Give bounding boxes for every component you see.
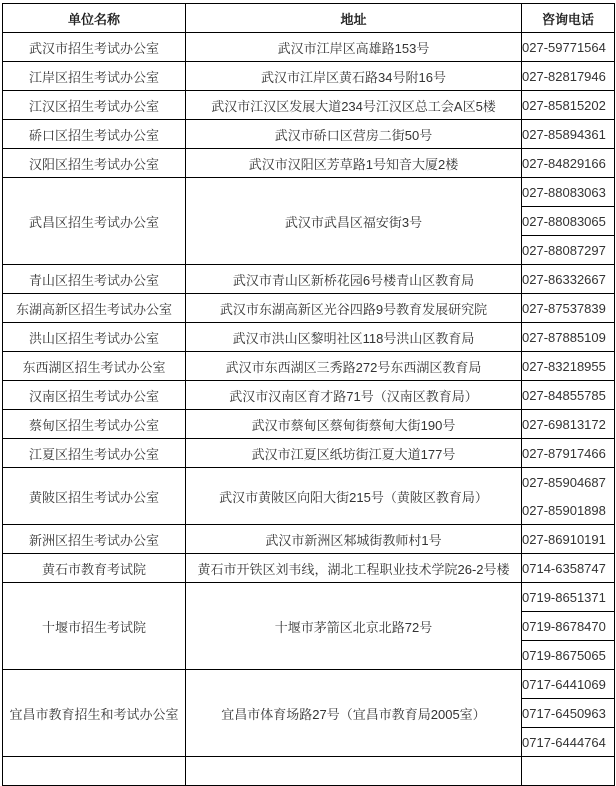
office-address: 武汉市硚口区营房二街50号	[186, 120, 522, 149]
table-row	[3, 554, 615, 583]
office-phone: 027-84855785	[522, 381, 615, 410]
office-address: 武汉市武昌区福安街3号	[186, 178, 522, 265]
office-address: 武汉市黄陂区向阳大街215号（黄陂区教育局）	[186, 468, 522, 525]
office-name: 洪山区招生考试办公室	[3, 323, 186, 352]
office-name: 东西湖区招生考试办公室	[3, 352, 186, 381]
table-row	[3, 91, 615, 120]
office-address: 武汉市汉南区育才路71号（汉南区教育局）	[186, 381, 522, 410]
office-name: 蔡甸区招生考试办公室	[3, 410, 186, 439]
table-header-row	[3, 4, 615, 33]
table-row	[3, 265, 615, 294]
header-address: 地址	[186, 4, 522, 33]
office-address: 十堰市茅箭区北京北路72号	[186, 583, 522, 670]
office-phone: 027-87885109	[522, 323, 615, 352]
office-name: 十堰市招生考试院	[3, 583, 186, 670]
table-row	[3, 120, 615, 149]
office-phone: 027-87537839	[522, 294, 615, 323]
office-phone: 027-86332667	[522, 265, 615, 294]
header-name: 单位名称	[3, 4, 186, 33]
table-body	[3, 33, 615, 786]
office-address: 武汉市东西湖区三秀路272号东西湖区教育局	[186, 352, 522, 381]
exam-office-contact-table	[2, 3, 615, 786]
table-row	[3, 439, 615, 468]
table-row	[3, 149, 615, 178]
empty-cell	[186, 757, 522, 786]
office-address: 武汉市汉阳区芳草路1号知音大厦2楼	[186, 149, 522, 178]
office-address: 武汉市江岸区高雄路153号	[186, 33, 522, 62]
office-phone: 027-88083065	[522, 207, 615, 236]
empty-cell	[522, 757, 615, 786]
office-name: 硚口区招生考试办公室	[3, 120, 186, 149]
office-phone: 027-85815202	[522, 91, 615, 120]
office-address: 黄石市开铁区刘韦线，湖北工程职业技术学院26-2号楼	[186, 554, 522, 583]
office-phone: 0717-6444764	[522, 728, 615, 757]
office-name: 江岸区招生考试办公室	[3, 62, 186, 91]
table-row	[3, 525, 615, 554]
office-phone: 027-84829166	[522, 149, 615, 178]
empty-cell	[3, 757, 186, 786]
office-phone: 027-83218955	[522, 352, 615, 381]
table-row	[3, 670, 615, 699]
office-phone: 027-59771564	[522, 33, 615, 62]
table-row	[3, 62, 615, 91]
table-row	[3, 352, 615, 381]
table-row	[3, 468, 615, 497]
office-name: 黄石市教育考试院	[3, 554, 186, 583]
office-phone: 027-88087297	[522, 236, 615, 265]
office-phone: 0719-8678470	[522, 612, 615, 641]
office-name: 汉阳区招生考试办公室	[3, 149, 186, 178]
office-phone: 0714-6358747	[522, 554, 615, 583]
office-name: 黄陂区招生考试办公室	[3, 468, 186, 525]
office-phone: 0717-6441069	[522, 670, 615, 699]
office-name: 青山区招生考试办公室	[3, 265, 186, 294]
office-phone: 0719-8675065	[522, 641, 615, 670]
table-row-partial	[3, 757, 615, 786]
office-phone: 027-85901898	[522, 496, 615, 525]
table-row	[3, 410, 615, 439]
office-address: 武汉市洪山区黎明社区118号洪山区教育局	[186, 323, 522, 352]
office-address: 武汉市青山区新桥花园6号楼青山区教育局	[186, 265, 522, 294]
office-name: 武昌区招生考试办公室	[3, 178, 186, 265]
table-row	[3, 323, 615, 352]
office-phone: 027-86910191	[522, 525, 615, 554]
office-address: 武汉市新洲区邾城街教师村1号	[186, 525, 522, 554]
table-row	[3, 178, 615, 207]
office-name: 武汉市招生考试办公室	[3, 33, 186, 62]
table-row	[3, 381, 615, 410]
office-address: 武汉市江夏区纸坊街江夏大道177号	[186, 439, 522, 468]
table-row	[3, 294, 615, 323]
office-name: 东湖高新区招生考试办公室	[3, 294, 186, 323]
header-phone: 咨询电话	[522, 4, 615, 33]
office-phone: 027-85904687	[522, 468, 615, 497]
office-phone: 027-82817946	[522, 62, 615, 91]
office-address: 武汉市江汉区发展大道234号江汉区总工会A区5楼	[186, 91, 522, 120]
office-name: 江汉区招生考试办公室	[3, 91, 186, 120]
office-phone: 0719-8651371	[522, 583, 615, 612]
table-row	[3, 583, 615, 612]
office-name: 新洲区招生考试办公室	[3, 525, 186, 554]
office-address: 武汉市东湖高新区光谷四路9号教育发展研究院	[186, 294, 522, 323]
office-phone: 027-88083063	[522, 178, 615, 207]
office-phone: 027-85894361	[522, 120, 615, 149]
office-address: 武汉市江岸区黄石路34号附16号	[186, 62, 522, 91]
office-phone: 0717-6450963	[522, 699, 615, 728]
office-name: 宜昌市教育招生和考试办公室	[3, 670, 186, 757]
office-address: 武汉市蔡甸区蔡甸街蔡甸大街190号	[186, 410, 522, 439]
office-name: 汉南区招生考试办公室	[3, 381, 186, 410]
table-row	[3, 33, 615, 62]
office-name: 江夏区招生考试办公室	[3, 439, 186, 468]
office-phone: 027-87917466	[522, 439, 615, 468]
office-address: 宜昌市体育场路27号（宜昌市教育局2005室）	[186, 670, 522, 757]
office-phone: 027-69813172	[522, 410, 615, 439]
